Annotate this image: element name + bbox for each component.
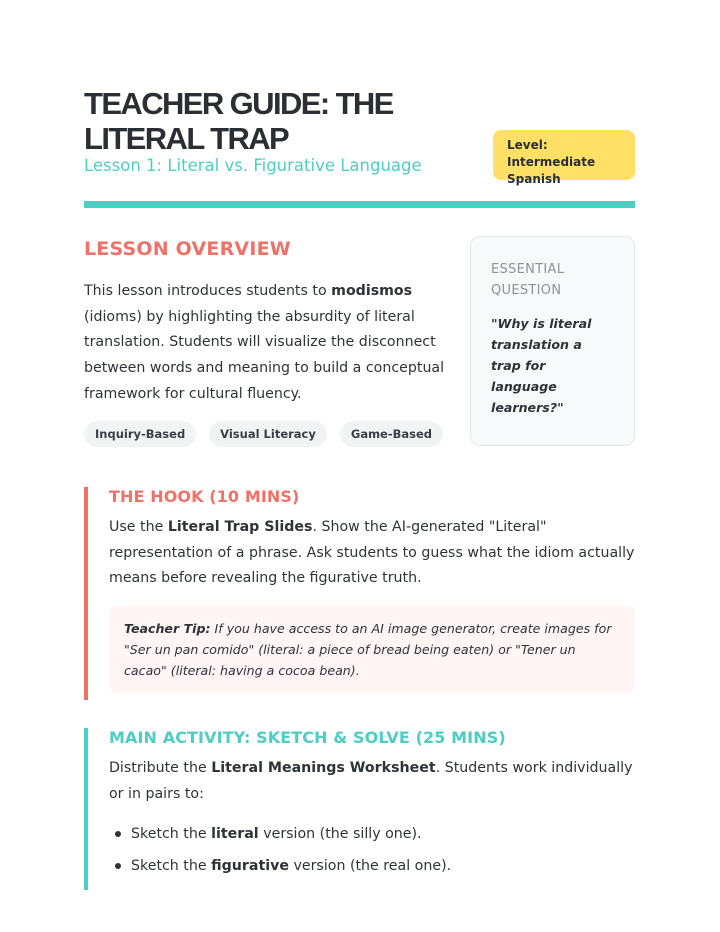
level-badge: Level: Intermediate Spanish [493, 130, 635, 180]
overview-text-bold: modismos [331, 283, 413, 299]
list-item-text-bold: literal [211, 826, 259, 843]
teacher-tip [109, 606, 635, 693]
main-activity-text-post: . Students work individually or in pairs to: [109, 760, 633, 802]
tag-visual-literacy: Visual Literacy [209, 421, 327, 447]
hook-heading: THE HOOK (10 MINS) [109, 487, 300, 506]
teacher-tip-text: If you have access to an AI image generator, create images for "Ser un pan comido" (literal: a piece of bread being eaten) or "Tener un cacao" (literal: having a cocoa bean). [124, 621, 612, 679]
teacher-tip-label: Teacher Tip: [124, 621, 211, 637]
main-activity-body [109, 756, 635, 807]
list-item-text-pre: Sketch the [131, 826, 212, 843]
essential-question-card [470, 236, 635, 446]
overview-body [84, 279, 454, 408]
hook-body [109, 515, 635, 592]
list-item-text-post: version (the real one). [288, 858, 452, 875]
bullet-dot-icon [115, 863, 121, 869]
overview-heading: LESSON OVERVIEW [84, 238, 291, 260]
tag-list [84, 421, 443, 447]
main-activity-text-bold: Literal Meanings Worksheet [211, 760, 436, 776]
hook-text-pre: Use the [109, 519, 168, 535]
main-activity-text-pre: Distribute the [109, 760, 212, 776]
essential-question-label: ESSENTIAL QUESTION [491, 262, 565, 298]
list-item-text-pre: Sketch the [131, 858, 212, 875]
overview-text-post: (idioms) by highlighting the absurdity of literal translation. Students will visualize the disconnect between words and meaning to build a conceptual framework for cultural fluency. [84, 308, 445, 402]
page-title: TEACHER GUIDE: THE LITERAL TRAP [84, 86, 393, 156]
list-item [109, 818, 635, 850]
hook-text-bold: Literal Trap Slides [167, 519, 313, 535]
main-activity-heading: MAIN ACTIVITY: SKETCH & SOLVE (25 MINS) [109, 728, 506, 747]
main-activity-section [84, 728, 635, 890]
tag-inquiry-based: Inquiry-Based [84, 421, 196, 447]
lesson-subtitle: Lesson 1: Literal vs. Figurative Language [84, 156, 422, 175]
overview-text-pre: This lesson introduces students to [84, 283, 332, 299]
header-divider [84, 201, 635, 208]
essential-question-text: "Why is literal translation a trap for language learners?" [491, 316, 592, 415]
bullet-dot-icon [115, 831, 121, 837]
tag-game-based: Game-Based [340, 421, 443, 447]
list-item [109, 850, 635, 882]
hook-text-post: . Show the AI-generated "Literal" representation of a phrase. Ask students to guess what the idiom actually means before revealing the figurative truth. [109, 519, 635, 587]
activity-steps-list [109, 818, 635, 882]
hook-section [84, 487, 635, 700]
list-item-text-post: version (the silly one). [258, 826, 422, 843]
list-item-text-bold: figurative [211, 858, 289, 875]
